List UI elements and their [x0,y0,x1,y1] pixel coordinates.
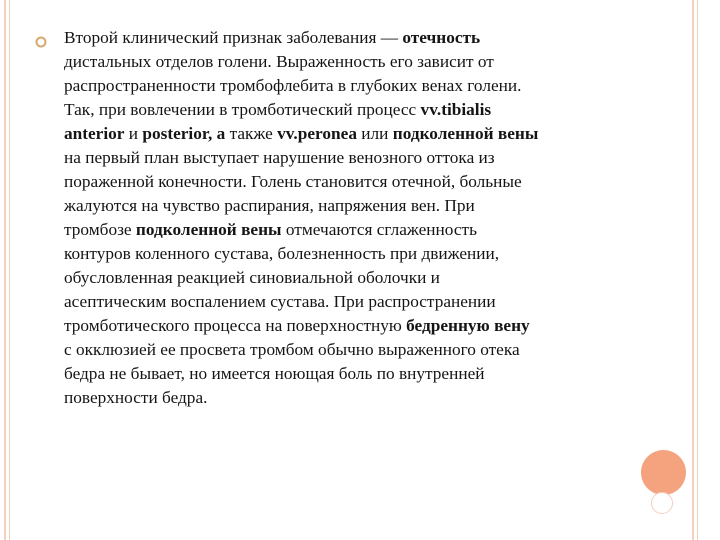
decorative-outline-circle [651,492,673,514]
bold-term: vv.peronea [277,124,357,143]
bold-term: posterior [142,124,208,143]
text-line: на первый план выступает нарушение венозного оттока из [64,148,495,167]
text-line: с окклюзией ее просвета тромбом обычно выраженного отека [64,340,520,359]
right-border-line-inner [697,0,698,540]
text-line: тромботического процесса на поверхностную бедренную вену [64,316,530,335]
text-line: anterior и posterior, а также vv.peronea или подколенной вены [64,124,539,143]
text-line: бедра не бывает, но имеется ноющая боль по внутренней [64,364,485,383]
text-line: дистальных отделов голени. Выраженность его зависит от [64,52,494,71]
text-line: Так, при вовлечении в тромботический процесс vv.tibialis [64,100,492,119]
text-line: контуров коленного сустава, болезненность при движении, [64,244,500,263]
bold-term: отечность [402,28,481,47]
text-line: распространенности тромбофлебита в глубоких венах голени. [64,76,522,95]
bold-term: подколенной вены [135,220,282,239]
decorative-orange-circle [641,450,686,495]
text-line: тромбозе подколенной вены отмечаются сглаженность [64,220,477,239]
left-border-line [4,0,6,540]
text-line: жалуются на чувство распирания, напряжения вен. При [64,196,475,215]
slide-body-text [64,26,624,410]
bold-term: anterior [64,124,125,143]
text-line: Второй клинический признак заболевания — отечность [64,28,481,47]
text-line: поверхности бедра. [64,388,208,407]
text-line: пораженной конечности. Голень становится отечной, больные [64,172,522,191]
circle-bullet-icon [35,36,47,48]
bold-term: , а [207,124,226,143]
text-line: асептическим воспалением сустава. При распространении [64,292,496,311]
bold-term: подколенной вены [392,124,539,143]
bold-term: vv.tibialis [420,100,492,119]
right-border-line [692,0,694,540]
text-line: обусловленная реакцией синовиальной оболочки и [64,268,440,287]
left-border-line-inner [9,0,10,540]
bold-term: бедренную вену [406,316,530,335]
